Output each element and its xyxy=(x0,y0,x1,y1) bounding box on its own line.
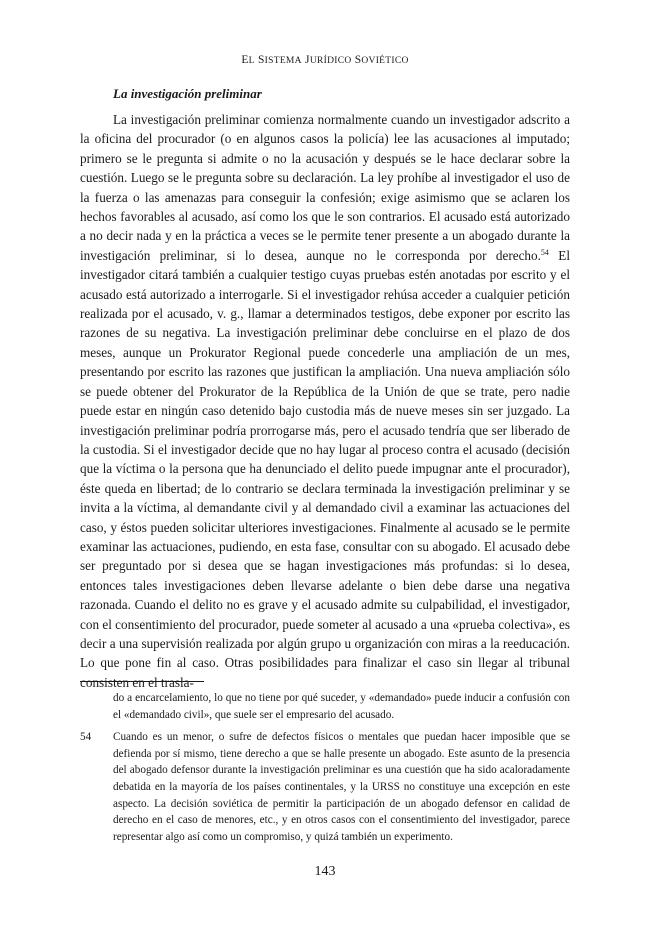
header-word-1-rest: L xyxy=(248,56,255,66)
header-letter-1: E xyxy=(241,54,249,66)
section-title: La investigación preliminar xyxy=(113,86,262,101)
footnote-item xyxy=(80,729,570,845)
body-text-part-2: El investigador citará también a cualquier testigo cuyas pruebas estén anotadas por escrito y el acusado está autorizado a interrogarle. Si el investigador rehúsa acceder a cualquier petición realizada por el acusado, v. g., llamar a determinados testigos, debe exponer por escrito las razones de su negativa. La investigación preliminar debe concluirse en el plazo de dos meses, aunque un Prokurator Regional puede concederle una ampliación de un mes, presentando por escrito las razones que justifican la ampliación. Una nueva ampliación sólo se puede obtener del Prokurator de la República de la Unión de que se trate, pero nadie puede estar en ningún caso detenido bajo custodia más de nueve meses sin ser juzgado. La investigación preliminar podría prorrogarse más, pero el acusado tendría que ser liberado de la custodia. Si el investigador decide que no hay lugar al proceso contra el acusado (decisión que la víctima o la persona que ha denunciado el delito puede impugnar ante el procurador), éste queda en libertad; de lo contrario se declara terminada la investigación preliminar y se invita a la víctima, al demandante civil y al demandado civil a examinar las actuaciones del caso, y éstos pueden solicitar ulteriores investigaciones. Finalmente al acusado se le permite examinar las actuaciones, pudiendo, en esta fase, consultar con su abogado. El acusado debe ser preguntado por si desea que se hagan investigaciones más profundas: si lo desea, entonces tales investigaciones deben llevarse adelante o bien debe darse una negativa razonada. Cuando el delito no es grave y el acusado admite su culpabilidad, el investigador, con el consentimiento del procurador, puede someter al acusado a una «prueba colectiva», es decir a una supervisión realizada por algún grupo u organización con miras a la reeducación. Lo que pone fin al caso. Otras posibilidades para finalizar el caso sin llegar al tribunal consisten en el trasla- xyxy=(80,247,570,690)
header-letter-4: S xyxy=(354,54,362,66)
header-letter-3: J xyxy=(305,54,310,66)
header-word-4-rest: OVIÉTICO xyxy=(361,56,409,66)
page-number: 143 xyxy=(314,864,336,879)
header-letter-2: S xyxy=(257,54,265,66)
footnote-reference[interactable]: 54 xyxy=(540,247,549,257)
body-text-part-1: La investigación preliminar comienza normalmente cuando un investigador adscrito a la oficina del procurador (o en algunos casos la policía) lee las acusaciones al imputado; primero se le pregunta si admite o no la acusación y después se le hace declarar sobre la cuestión. Luego se le pregunta sobre su declaración. La ley prohíbe al investigador el uso de la fuerza o las amenazas para conseguir la confesión; exige asimismo que se aclaren los hechos favorables al acusado, así como los que le son contrarios. El acusado está autorizado a no decir nada y en la práctica a veces se le permite tener presente a un abogado durante la investigación preliminar, si lo desea, aunque no le corresponda por derecho. xyxy=(80,112,570,263)
header-word-2-rest: ISTEMA xyxy=(264,56,302,66)
running-header xyxy=(80,54,570,66)
footnote-text: Cuando es un menor, o sufre de defectos físicos o mentales que puedan hacer imposible que se defienda por sí mismo, tiene derecho a que se halle presente un abogado. Este asunto de la presencia del abogado defensor durante la investigación preliminar es una cuestión que ha sido acaloradamente debatida en la mayoría de los países continentales, y la URSS no constituye una excepción en este aspecto. La decisión soviética de permitir la participación de un abogado defensor en calidad de derecho en el caso de menores, etc., y en otros casos con el consentimiento del investigador, parece representar algo así como un compromiso, y quizá también un experimento. xyxy=(113,731,570,843)
header-word-3-rest: URÍDICO xyxy=(309,56,352,66)
footnote-divider xyxy=(80,681,204,682)
footnotes xyxy=(80,690,570,845)
footnote-number: 54 xyxy=(80,731,92,744)
body-paragraph xyxy=(80,110,570,692)
footnote-continuation: do a encarcelamiento, lo que no tiene por qué suceder, y «demandado» puede inducir a confusión con el «demandado civil», que suele ser el empresario del acusado. xyxy=(113,692,570,721)
